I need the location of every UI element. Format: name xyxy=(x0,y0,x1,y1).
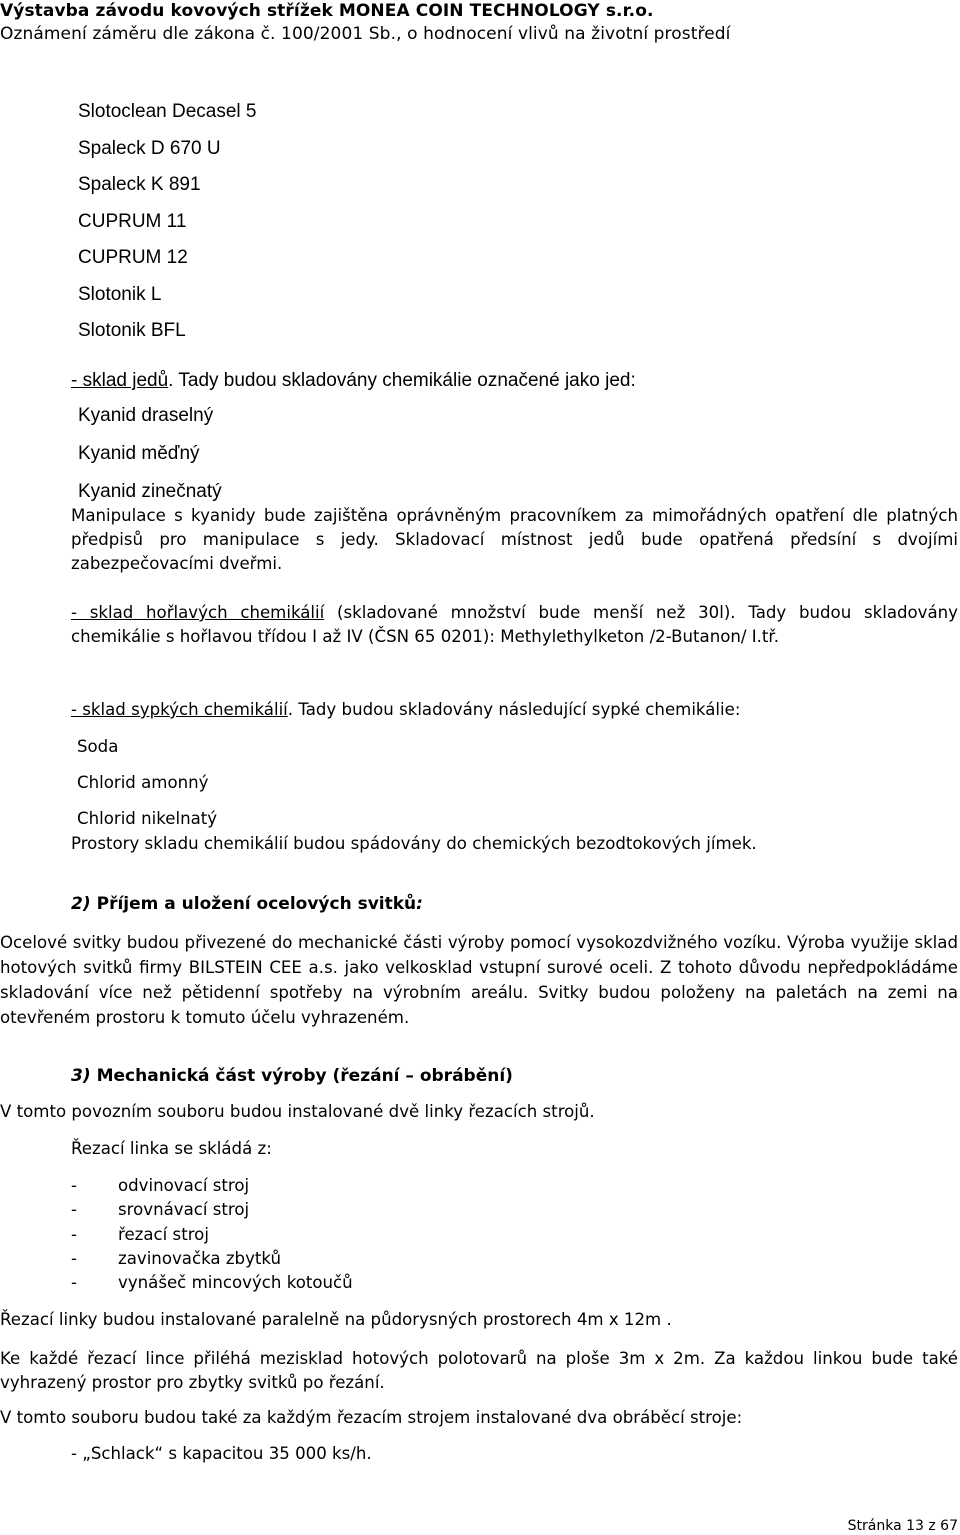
bulk-storage-text: . Tady budou skladovány následující sypké chemikálie: xyxy=(287,700,741,719)
chemical-storage-drainage: Prostory skladu chemikálií budou spádovány do chemických bezodtokových jímek. xyxy=(71,834,757,853)
section-3-paragraph-1: Řezací linky budou instalované paralelně na půdorysných prostorech 4m x 12m . xyxy=(0,1310,672,1329)
flammable-storage-label: - sklad hořlavých chemikálií xyxy=(71,603,325,622)
list-item: Kyanid draselný xyxy=(78,405,214,426)
bulk-storage-label: - sklad sypkých chemikálií xyxy=(71,700,288,719)
list-item: - vynášeč mincových kotoučů xyxy=(71,1273,353,1292)
list-item: - zavinovačka zbytků xyxy=(71,1249,282,1268)
section-2-number: 2) xyxy=(71,894,91,914)
section-3-title: Mechanická část výroby (řezání – obrábění) xyxy=(96,1066,513,1086)
flammable-storage-paragraph xyxy=(71,601,958,649)
flammable-storage-text: (skladované množství bude menší než 30l). Tady budou skladovány chemikálie s hořlavou třídou I až IV (ČSN 65 0201): Methylethylketon /2-Butanon/ I.tř. xyxy=(71,603,958,646)
section-3-intro: V tomto povozním souboru budou instalované dvě linky řezacích strojů. xyxy=(0,1102,595,1121)
section-3-paragraph-2: Ke každé řezací lince přiléhá mezisklad hotových polotovarů na ploše 3m x 2m. Za každou linkou bude také vyhrazený prostor pro zbytky svitků po řezání. xyxy=(0,1349,958,1392)
list-item: CUPRUM 11 xyxy=(78,211,187,232)
document-subtitle: Oznámení záměru dle zákona č. 100/2001 Sb., o hodnocení vlivů na životní prostředí xyxy=(0,24,731,44)
document-title: Výstavba závodu kovových střížek MONEA COIN TECHNOLOGY s.r.o. xyxy=(0,1,654,21)
list-item: Slotoclean Decasel 5 xyxy=(78,101,257,122)
page-number: Stránka 13 z 67 xyxy=(847,1518,958,1534)
list-item: Chlorid nikelnatý xyxy=(77,809,218,828)
section-3-heading xyxy=(71,1066,513,1086)
list-item: - srovnávací stroj xyxy=(71,1200,250,1219)
list-item: Chlorid amonný xyxy=(77,773,209,792)
list-item: - řezací stroj xyxy=(71,1225,209,1244)
section-2-colon: : xyxy=(416,894,423,914)
list-item: Slotonik L xyxy=(78,284,162,305)
section-2-heading xyxy=(71,894,423,914)
list-item: Kyanid zinečnatý xyxy=(78,481,222,502)
cutting-line-subheading: Řezací linka se skládá z: xyxy=(71,1139,272,1158)
list-item: - odvinovací stroj xyxy=(71,1176,250,1195)
section-3-number: 3) xyxy=(71,1066,91,1086)
poison-storage-label: - sklad jedů xyxy=(71,370,169,391)
section-2-paragraph: Ocelové svitky budou přivezené do mechanické části výroby pomocí vysokozdvižného vozíku. Výroba využije sklad hotových svitků firmy BILSTEIN CEE a.s. jako velkosklad vstupní surové oceli. Z tohoto důvodu nepředpokládáme skladování více než pětidenní spotřeby na výrobním areálu. Svitky budou položeny na paletách na zemi na otevřeném prostoru k tomuto účelu vyhrazeném. xyxy=(0,933,958,1027)
list-item: Slotonik BFL xyxy=(78,320,186,341)
bulk-storage-line xyxy=(71,700,740,719)
list-item: Spaleck K 891 xyxy=(78,174,201,195)
list-item: Soda xyxy=(77,737,119,756)
section-3-paragraph-4: - „Schlack“ s kapacitou 35 000 ks/h. xyxy=(71,1444,372,1463)
poison-storage-line xyxy=(71,370,636,392)
list-item: Spaleck D 670 U xyxy=(78,138,221,159)
section-3-paragraph-3: V tomto souboru budou také za každým řezacím strojem instalované dva obráběcí stroje: xyxy=(0,1408,743,1427)
poison-storage-text: . Tady budou skladovány chemikálie označené jako jed: xyxy=(168,370,636,391)
list-item: Kyanid měďný xyxy=(78,443,200,464)
section-2-title: Příjem a uložení ocelových svitků xyxy=(96,894,417,914)
list-item: CUPRUM 12 xyxy=(78,247,188,268)
poison-handling-paragraph: Manipulace s kyanidy bude zajištěna oprávněným pracovníkem za mimořádných opatření dle platných předpisů pro manipulace s jedy. Skladovací místnost jedů bude opatřená předsíní s dvojími zabezpečovacími dveřmi. xyxy=(71,506,958,573)
